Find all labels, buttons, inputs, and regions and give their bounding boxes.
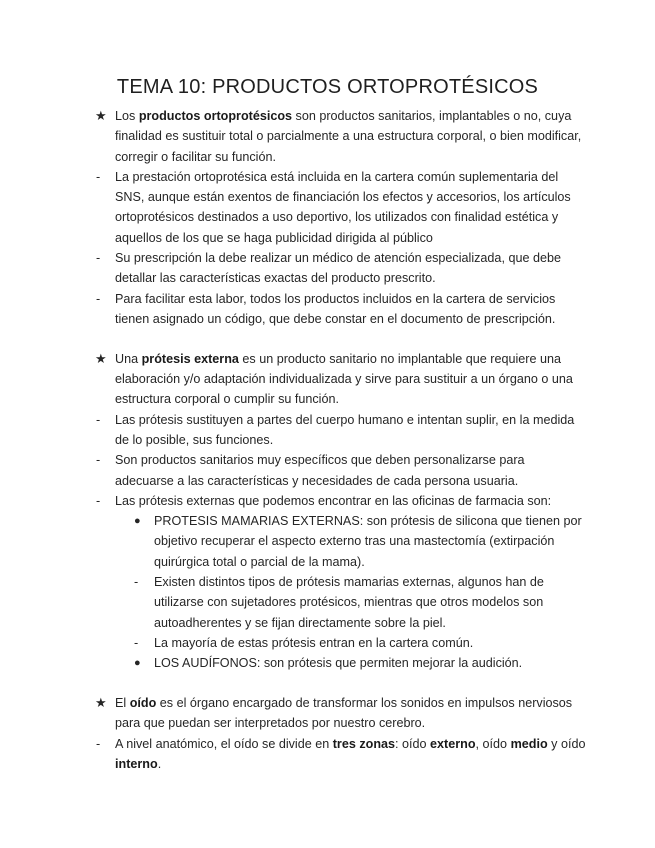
section-productos-ortoprotesicos — [96, 106, 586, 167]
bold-term: oído — [129, 696, 157, 711]
text-run: Para facilitar esta labor, todos los productos incluidos en la cartera de servicios tienen asignado un código, que debe constar en el documento de prescripción. — [115, 291, 556, 326]
text-run: A nivel anatómico, el oído se divide en — [115, 736, 333, 751]
list-item — [96, 491, 586, 511]
dash-marker: - — [96, 736, 101, 751]
text-run: Su prescripción la debe realizar un médico de atención especializada, que debe detallar las características exactas del producto prescrito. — [115, 251, 561, 286]
star-icon: ★ — [95, 108, 107, 123]
star-icon: ★ — [95, 350, 107, 366]
bold-term: externo — [430, 736, 476, 751]
sub-list-item — [96, 653, 586, 673]
text-run: PROTESIS MAMARIAS EXTERNAS: son prótesis de silicona que tienen por objetivo recuperar el aspecto externo tras una mastectomía (extirpación quirúrgica total o parcial de la mama). — [154, 514, 582, 569]
text-run: La mayoría de estas prótesis entran en la cartera común. — [154, 635, 474, 650]
text-run: Las prótesis externas que podemos encontrar en las oficinas de farmacia son: — [115, 493, 552, 508]
bold-term: prótesis externa — [141, 351, 239, 366]
sub-list-item — [96, 572, 586, 633]
text-run: Los — [115, 109, 139, 123]
bold-term: productos ortoprotésicos — [138, 109, 293, 123]
list-item — [96, 450, 586, 491]
list-item — [96, 167, 586, 248]
page-title: TEMA 10: PRODUCTOS ORTOPROTÉSICOS — [116, 76, 539, 98]
list-item — [96, 410, 586, 451]
dash-marker: - — [96, 453, 101, 468]
section-protesis-externa — [96, 349, 586, 410]
text-run: : oído — [395, 736, 431, 751]
spacer — [96, 674, 586, 694]
dash-marker: - — [134, 635, 139, 650]
dash-marker: - — [96, 169, 101, 184]
bold-term: interno — [115, 756, 158, 771]
text-run: Las prótesis sustituyen a partes del cuerpo humano e intentan suplir, en la medida de lo posible, sus funciones. — [115, 412, 575, 447]
document-body — [96, 106, 586, 774]
bullet-icon: ● — [134, 515, 141, 528]
text-run: son productos sanitarios, implantables o no, cuya finalidad es sustituir total o parcialmente a una estructura corporal, o bien modificar, corregir o facilitar su función. — [115, 109, 582, 164]
text-run: Son productos sanitarios muy específicos que deben personalizarse para adecuarse a las características y necesidades de cada persona usuaria. — [115, 453, 525, 488]
list-item — [96, 734, 586, 775]
list-item — [96, 248, 586, 289]
text-run: . — [157, 756, 162, 771]
bold-term: medio — [510, 736, 548, 751]
text-run: Una — [115, 351, 142, 366]
dash-marker: - — [96, 493, 101, 508]
text-run: , oído — [475, 736, 511, 751]
list-item — [96, 289, 586, 330]
bold-term: tres zonas — [332, 736, 396, 751]
text-run: El — [115, 696, 130, 711]
text-run: es el órgano encargado de transformar los sonidos en impulsos nerviosos para que puedan ser interpretados por nuestro cerebro. — [115, 696, 573, 731]
sub-list-item — [96, 633, 586, 653]
text-run: LOS AUDÍFONOS: son prótesis que permiten mejorar la audición. — [154, 656, 523, 671]
text-run: es un producto sanitario no implantable que requiere una elaboración y/o adaptación individualizada y sirve para sustituir a un órgano o una estructura corporal o cumplir su función. — [115, 351, 573, 407]
star-icon: ★ — [95, 695, 107, 711]
dash-marker: - — [134, 575, 139, 590]
dash-marker: - — [96, 291, 101, 306]
dash-marker: - — [96, 412, 101, 427]
sub-list-item — [96, 511, 586, 572]
text-run: Existen distintos tipos de prótesis mamarias externas, algunos han de utilizarse con sujetadores protésicos, mientras que otros modelos son autoadherentes y se fijan directamente sobre la piel. — [154, 575, 544, 630]
spacer — [96, 329, 586, 349]
bullet-icon: ● — [134, 657, 141, 670]
section-oido — [96, 693, 586, 734]
dash-marker: - — [96, 251, 101, 266]
text-run: y oído — [547, 736, 586, 751]
text-run: La prestación ortoprotésica está incluida en la cartera común suplementaria del SNS, aunque están exentos de financiación los efectos y accesorios, los artículos ortoprotésicos destinados a uso deportivo, los utilizados con finalidad estética y aquellos de los que se haga publicidad dirigida al público — [115, 169, 571, 245]
